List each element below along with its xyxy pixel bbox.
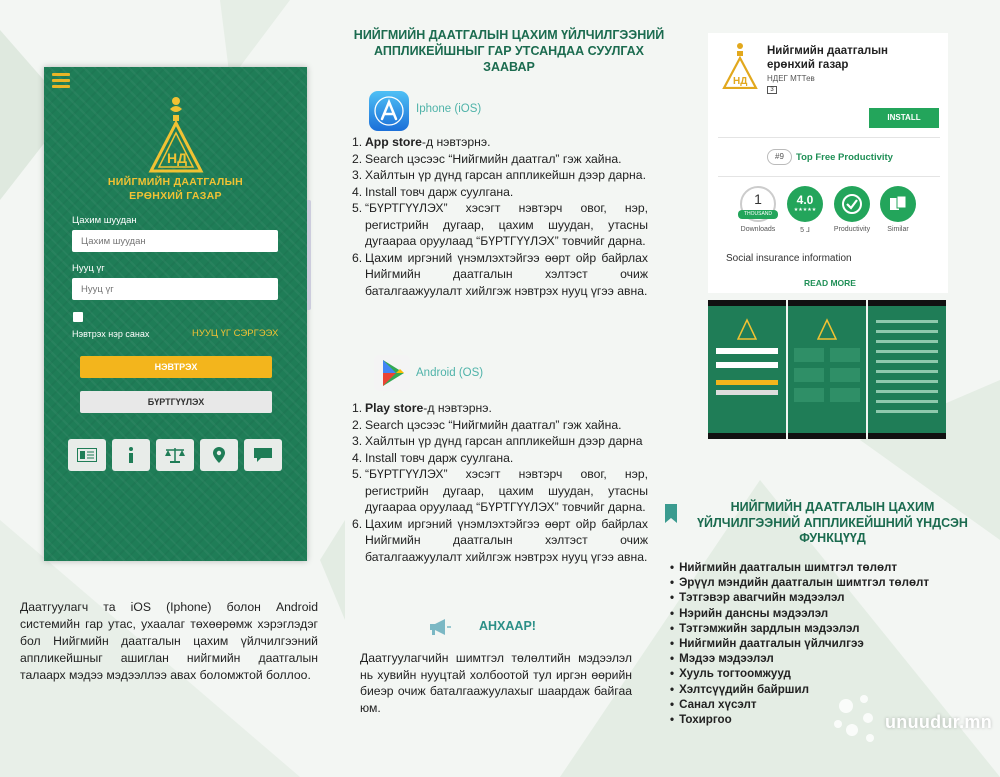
list-item: 3. Хайлтын үр дүнд гарсан аппликейшн дээр дарна (352, 434, 643, 448)
list-item: 2. Search цэсээс “Нийгмийн даатгал” гэж хайна. (352, 151, 622, 166)
list-item: 6. Цахим иргэний үнэмлэхтэйгээ өөрт ойр байрлах Нийгмийн даатгалын хэлтэст очиж баталгаажуулалт хийлгэж нэвтрэх нууц үгээ авна. (352, 516, 648, 564)
list-item: 5. “БҮРТГҮҮЛЭХ” хэсэгт нэвтэрч овог, нэр, регистрийн дугаар, цахим шуудан, утасны дугаараа оруулаад “БҮРТГҮҮЛЭХ” товчийг дарна. (352, 201, 648, 248)
list-item: 4. Install товч дарж суулгана. (352, 450, 514, 465)
password-label: Нууц үг (72, 263, 105, 274)
install-guide-title: НИЙГМИЙН ДААТГАЛЫН ЦАХИМ ҮЙЛЧИЛГЭЭНИЙ АППЛИКЕЙШНЫГ ГАР УТСАНДАА СУУЛГАХ ЗААВАР (353, 28, 665, 74)
list-item: • Тэтгэвэр авагчийн мэдээлэл (670, 590, 929, 605)
bookmark-icon (665, 504, 677, 523)
notice-text: Даатгуулагчийн шимтгэл төлөлтийн мэдээлэл нь хувийн нууцтай холбоотой тул иргэн өөрийн биеэр очиж баталгаажуулахыг шаардаж байгаа юм. (360, 651, 632, 715)
list-item: • Эрүүл мэндийн даатгалын шимтгэл төлөлт (670, 575, 929, 590)
downloads-badge: 1 THOUSAND (740, 186, 776, 222)
list-item: • Тэтгэмжийн зардлын мэдээлэл (670, 621, 929, 636)
email-label: Цахим шуудан (72, 215, 137, 226)
list-item: 2. Search цэсээс “Нийгмийн даатгал” гэж хайна. (352, 417, 622, 432)
screenshot-login (708, 300, 786, 439)
remember-checkbox[interactable] (73, 312, 83, 322)
news-icon[interactable] (68, 439, 106, 471)
rank-category-link[interactable]: Top Free Productivity (796, 152, 893, 163)
svg-text:НД: НД (733, 76, 748, 87)
productivity-badge[interactable] (834, 186, 870, 222)
list-item: 5. “БҮРТГҮҮЛЭХ” хэсэгт нэвтэрч овог, нэр, регистрийн дугаар, цахим шуудан, утасны дугаараа оруулаад “БҮРТГҮҮЛЭХ” товчийг дарна. (352, 467, 648, 514)
register-button[interactable]: БҮРТГҮҮЛЭХ (80, 391, 272, 413)
list-item: • Нэрийн дансны мэдээлэл (670, 606, 929, 621)
social-insurance-logo (147, 93, 205, 173)
cards-icon (880, 186, 916, 222)
intro-paragraph: Даатгуулагч та iOS (Iphone) болон Android системийн гар утас, ухаалаг төхөөрөмж хэрэглэдэг бол Нийгмийн даатгалын цахим үйлчилгээний аппликейшныг ашиглан нийгмийн даатгалын талаарх мэдээ мэдээллээ авах боломжтой боллоо. (20, 600, 318, 682)
similar-label: Similar (887, 226, 909, 233)
list-item: • Хууль тогтоомжууд (670, 666, 929, 681)
watermark-text: unuudur.mn (885, 712, 992, 732)
screenshot-menu-list (868, 300, 946, 439)
app-logo (722, 41, 758, 89)
law-scale-icon[interactable] (156, 439, 194, 471)
info-icon[interactable] (112, 439, 150, 471)
chat-icon[interactable] (244, 439, 282, 471)
list-item: 1. App store-д нэвтэрнэ. (352, 135, 491, 149)
android-steps-list (352, 400, 648, 565)
list-item: • Мэдээ мэдээлэл (670, 651, 929, 666)
org-name-line2: ЕРӨНХИЙ ГАЗАР (129, 190, 222, 202)
login-button[interactable]: НЭВТРЭХ (80, 356, 272, 378)
location-pin-icon[interactable] (200, 439, 238, 471)
functions-title: НИЙГМИЙН ДААТГАЛЫН ЦАХИМ ҮЙЛЧИЛГЭЭНИЙ АППЛИКЕЙШНИЙ ҮНДСЭН ФУНКЦҮҮД (697, 500, 968, 545)
app-store-icon (369, 91, 409, 131)
list-item: • Санал хүсэлт (670, 697, 929, 712)
app-description: Social insurance information (726, 253, 852, 264)
android-label: Android (OS) (416, 367, 484, 379)
ios-label: Iphone (iOS) (416, 103, 482, 115)
rank-badge: #9 (767, 149, 792, 165)
list-item: • Нийгмийн даатгалын үйлчилгээ (670, 636, 929, 651)
email-field[interactable] (72, 230, 278, 252)
list-item: • Тохиргоо (670, 712, 929, 727)
side-scroll-tab[interactable] (307, 200, 311, 310)
bottom-icon-bar (68, 439, 282, 471)
similar-badge[interactable] (880, 186, 916, 222)
productivity-label: Productivity (833, 226, 871, 233)
list-item: • Хэлтсүүдийн байршил (670, 682, 929, 697)
org-name-line1: НИЙГМИЙН ДААТГАЛЫН (107, 176, 244, 188)
divider (718, 137, 940, 138)
divider (718, 176, 940, 177)
list-item: 4. Install товч дарж суулгана. (352, 184, 514, 199)
screenshot-menu-grid (788, 300, 866, 439)
notice-title: АНХААР! (479, 619, 536, 633)
list-item: 6. Цахим иргэний үнэмлэхтэйгээ өөрт ойр байрлах Нийгмийн даатгалын хэлтэст очиж баталгаажуулалт хийлгэж нэвтрэх нууц үгээ авна. (352, 250, 648, 298)
megaphone-icon (428, 619, 452, 635)
downloads-label: Downloads (740, 226, 776, 233)
app-name: Нийгмийн даатгалын ерөнхий газар (767, 45, 889, 71)
read-more-link[interactable]: READ MORE (804, 278, 856, 288)
rating-label: 5 ⅃ (800, 227, 810, 234)
list-item: • Нийгмийн даатгалын шимтгэл төлөлт (670, 560, 929, 575)
checkmark-icon (834, 186, 870, 222)
login-phone-screen (44, 67, 307, 561)
remember-label: Нэвтрэх нэр санах (72, 329, 150, 339)
password-field[interactable] (72, 278, 278, 300)
hamburger-menu-icon[interactable] (52, 73, 70, 89)
content-rating-icon: 3 (767, 86, 777, 94)
app-screenshots (708, 300, 946, 439)
rating-badge: 4.0 ★★★★★ (787, 186, 823, 222)
app-developer: НДЕГ МТТев (767, 74, 815, 83)
list-item: 3. Хайлтын үр дүнд гарсан аппликейшн дээр дарна. (352, 168, 646, 182)
forgot-password-link[interactable]: НУУЦ ҮГ СЭРГЭЭХ (192, 328, 279, 339)
svg-text:НД: НД (167, 150, 188, 166)
play-store-icon (374, 355, 410, 391)
list-item: 1. Play store-д нэвтэрнэ. (352, 401, 492, 415)
ios-steps-list (352, 134, 648, 299)
play-store-listing (708, 33, 948, 293)
install-button[interactable]: INSTALL (869, 108, 939, 128)
